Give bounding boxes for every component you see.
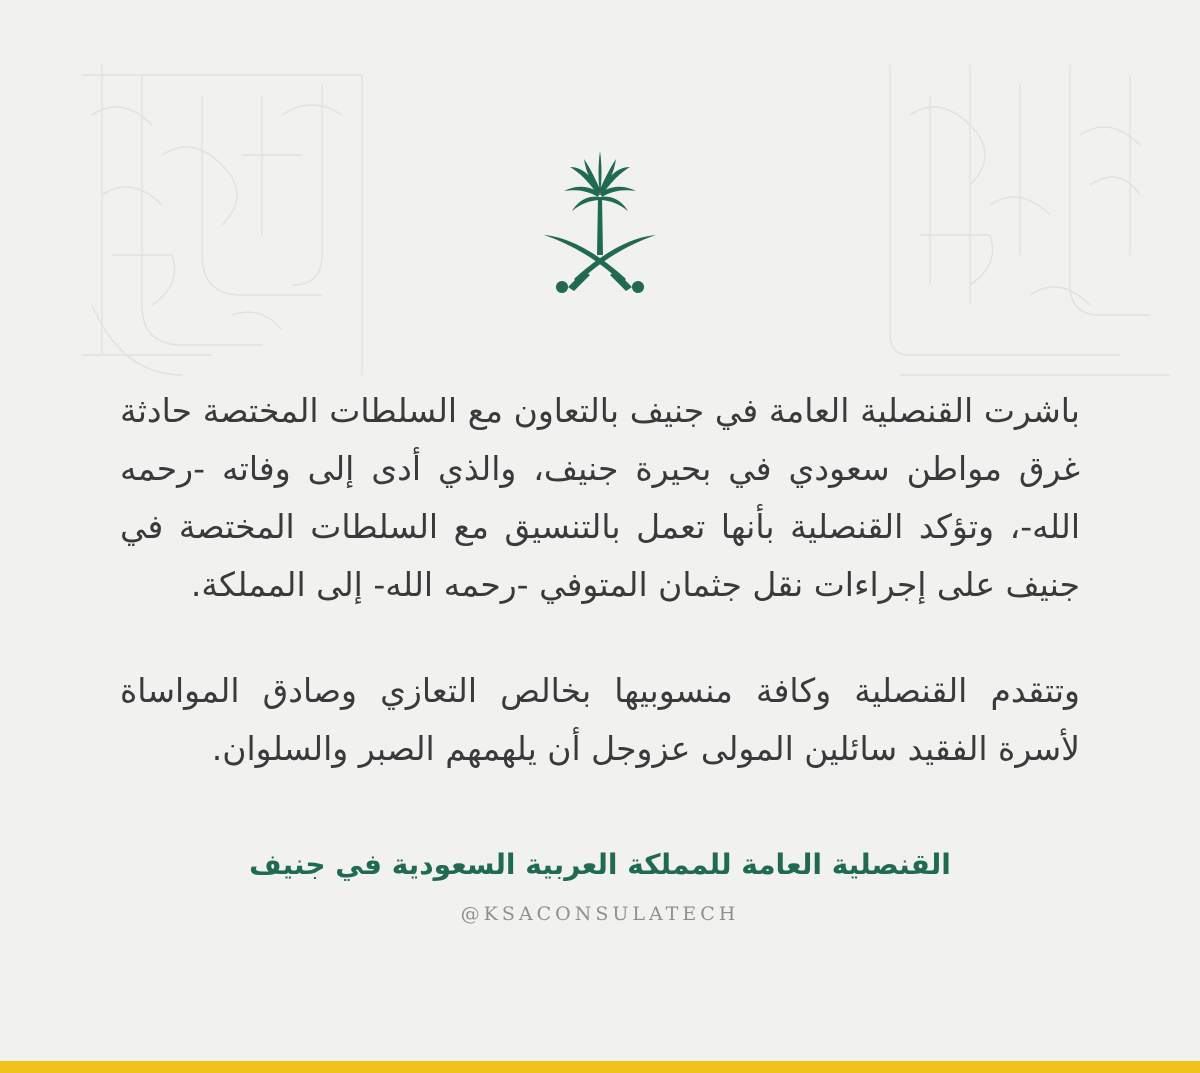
calligraphy-watermark-right <box>870 55 1200 385</box>
calligraphy-watermark-left <box>62 55 392 385</box>
consulate-signature: القنصلية العامة للمملكة العربية السعودية في جنيف <box>249 848 951 881</box>
saudi-emblem-palm-swords-icon <box>540 145 660 295</box>
statement-body <box>120 382 1080 778</box>
social-handle: @KSACONSULATECH <box>460 903 740 925</box>
statement-paragraph-2: وتتقدم القنصلية وكافة منسوبيها بخالص التعازي وصادق المواساة لأسرة الفقيد سائلين المولى عزوجل أن يلهمهم الصبر والسلوان. <box>120 671 1080 768</box>
statement-paragraph-1: باشرت القنصلية العامة في جنيف بالتعاون مع السلطات المختصة حادثة غرق مواطن سعودي في بحيرة جنيف، والذي أدى إلى وفاته -رحمه الله-، وتؤكد القنصلية بأنها تعمل بالتنسيق مع السلطات المختصة في جنيف على إجراءات نقل جثمان المتوفي -رحمه الله- إلى المملكة. <box>120 391 1080 604</box>
bottom-accent-bar <box>0 1061 1200 1073</box>
